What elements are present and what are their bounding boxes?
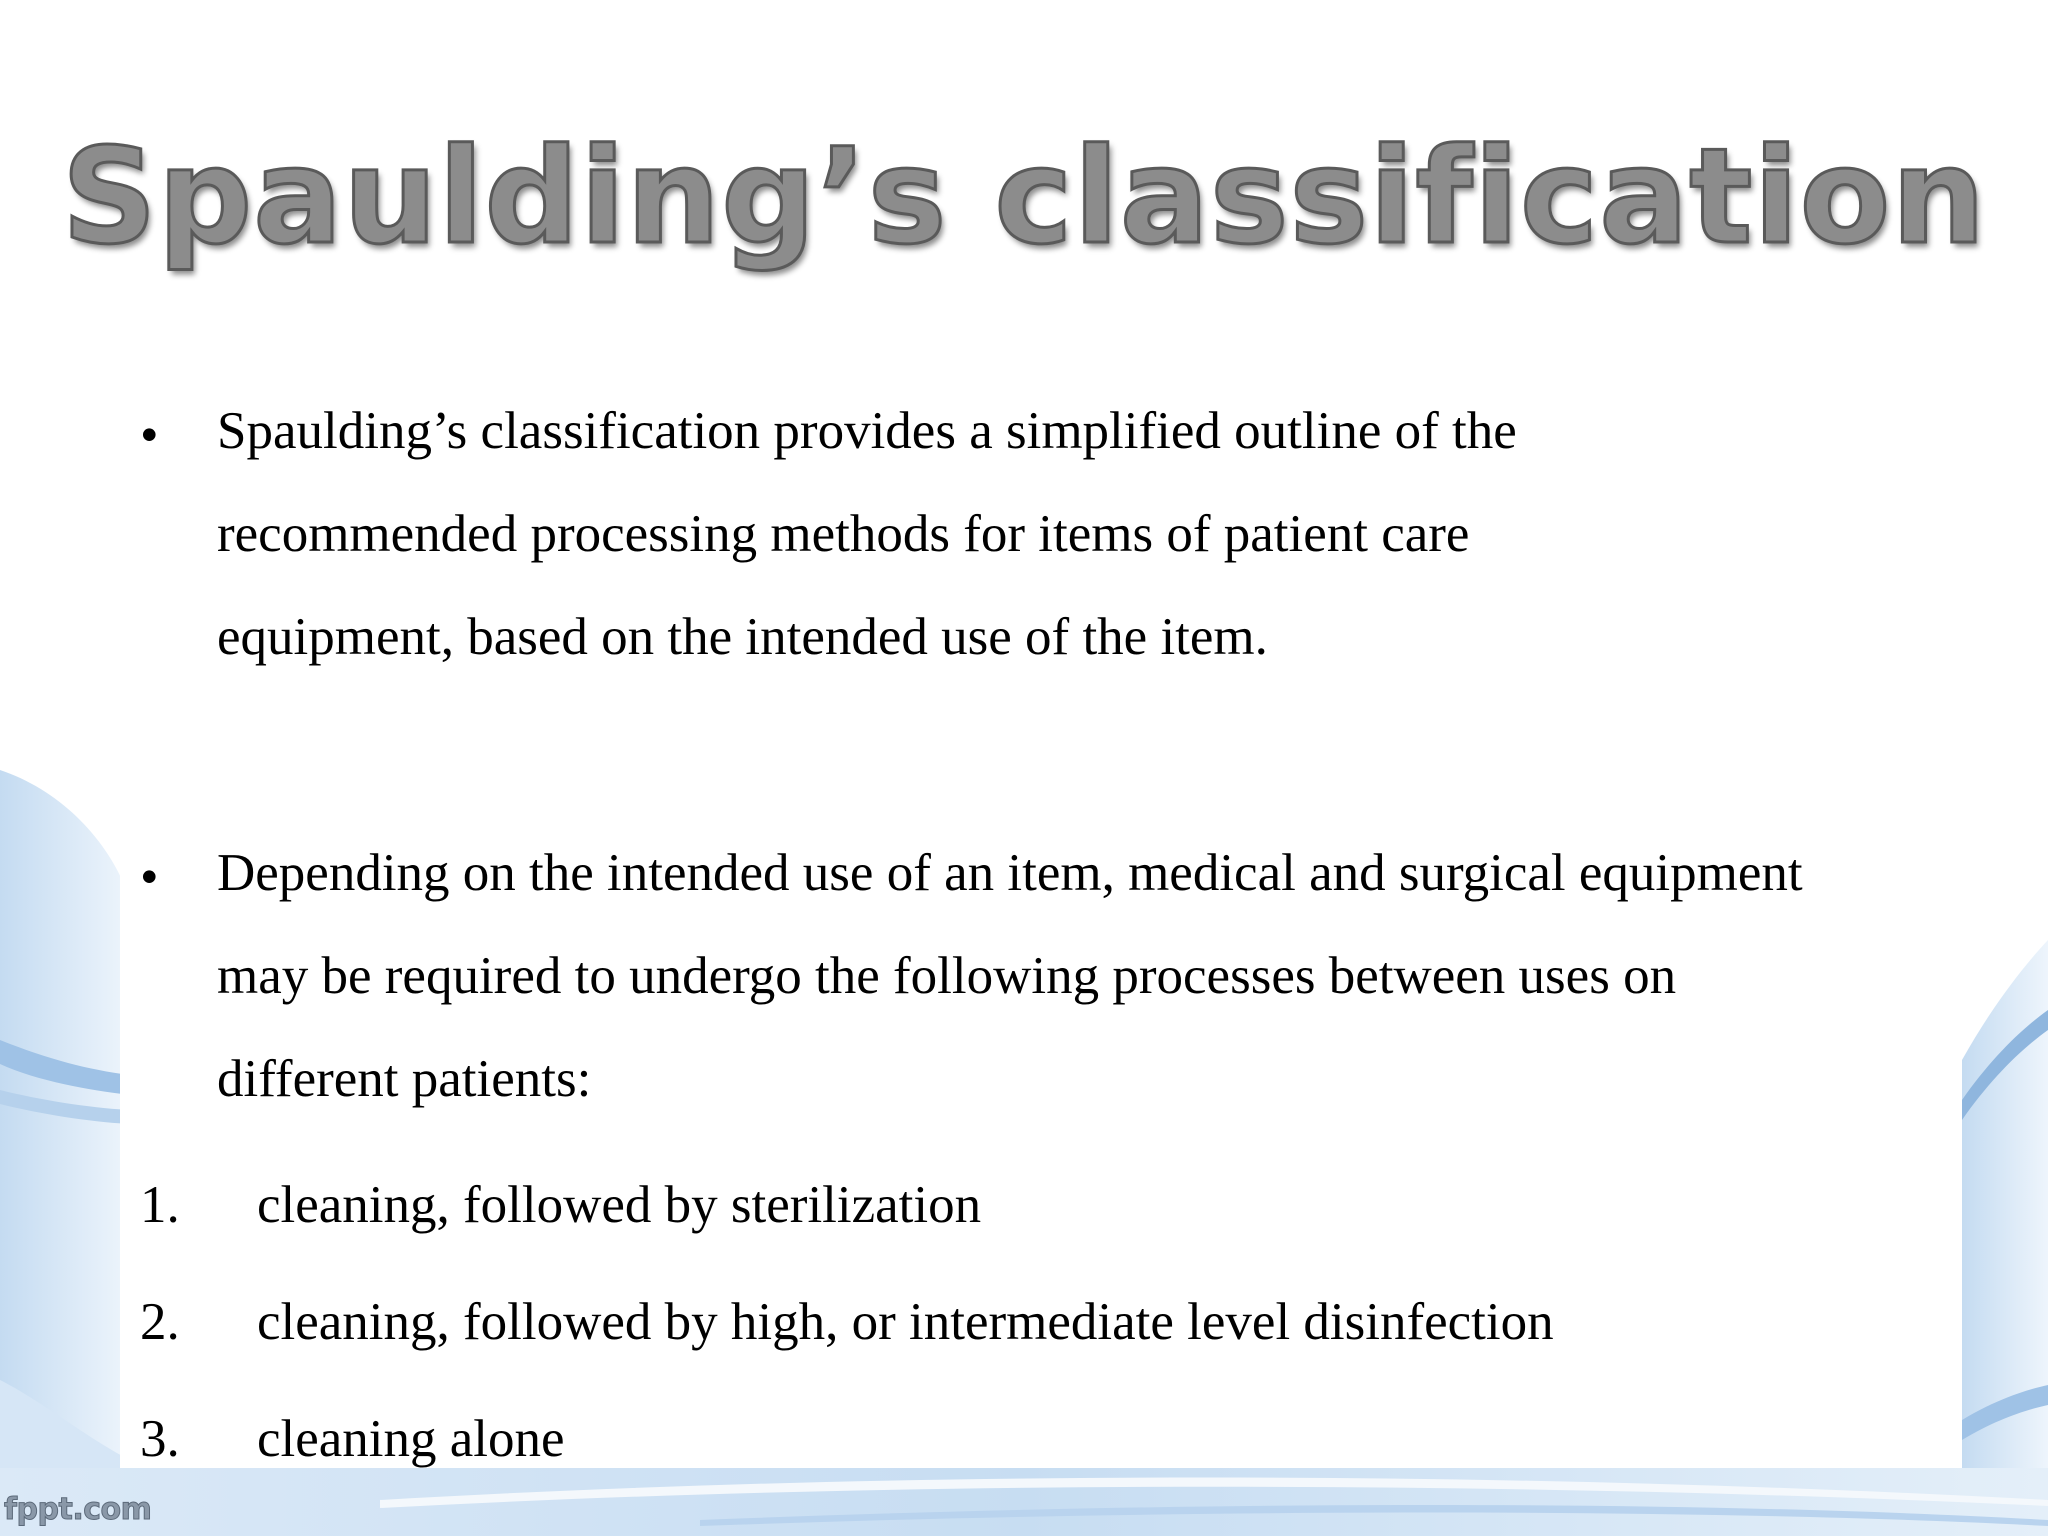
- slide-title: Spaulding’s classification: [61, 120, 1987, 274]
- bullet-1-line-1: Spaulding’s classification provides a simplified outline of the: [217, 402, 1517, 460]
- bullet-marker: •: [140, 406, 159, 464]
- bullet-1-line-2: recommended processing methods for items of patient care: [217, 505, 1470, 563]
- list-item: cleaning, followed by sterilization: [257, 1176, 982, 1234]
- list-number: 2.: [140, 1293, 180, 1351]
- list-item: cleaning alone: [257, 1410, 565, 1468]
- fppt-logo: fppt.com: [4, 1492, 152, 1527]
- bullet-1-line-3: equipment, based on the intended use of the item.: [217, 608, 1268, 666]
- bullet-paragraph-2: [217, 822, 1803, 1131]
- bullet-2-line-1: Depending on the intended use of an item, medical and surgical equipment: [217, 844, 1803, 902]
- bullet-2-line-3: different patients:: [217, 1050, 592, 1108]
- bullet-paragraph-1: [217, 380, 1517, 689]
- list-item: cleaning, followed by high, or intermediate level disinfection: [257, 1293, 1554, 1351]
- list-number: 3.: [140, 1410, 180, 1468]
- list-number: 1.: [140, 1176, 180, 1234]
- bullet-2-line-2: may be required to undergo the following processes between uses on: [217, 947, 1677, 1005]
- bullet-marker: •: [140, 848, 159, 906]
